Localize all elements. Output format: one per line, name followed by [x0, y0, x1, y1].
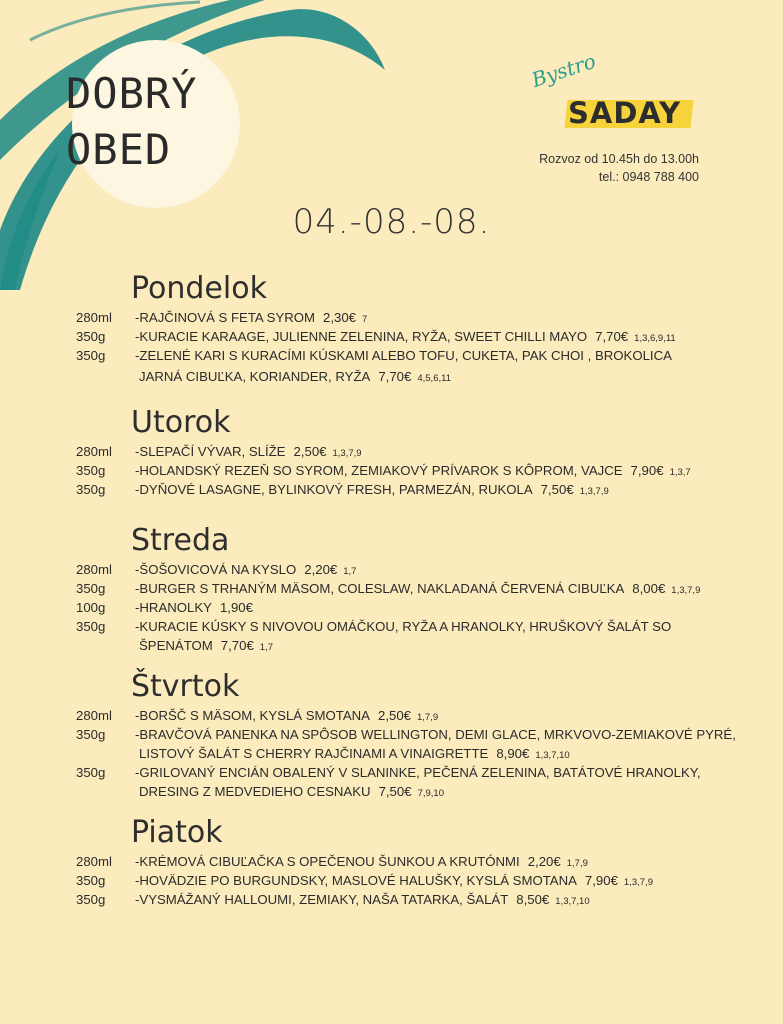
item-price: 7,50€: [378, 784, 412, 799]
item-text: -ŠOŠOVICOVÁ NA KYSLO: [135, 562, 297, 577]
day-name: Piatok: [131, 815, 223, 850]
item-amount: 350g: [76, 727, 106, 742]
item-text: -HOVÄDZIE PO BURGUNDSKY, MASLOVÉ HALUŠKY, KYSLÁ SMOTANA: [135, 873, 577, 888]
item-allergens: 4,5,6,11: [417, 373, 451, 384]
item-allergens: 1,3,7,9: [579, 486, 609, 497]
item-amount: 100g: [76, 600, 106, 615]
item-amount: 350g: [76, 619, 106, 634]
item-amount: 350g: [76, 482, 106, 497]
item-text: -HOLANDSKÝ REZEŇ SO SYROM, ZEMIAKOVÝ PRÍVAROK S KÔPROM, VAJCE: [135, 463, 623, 478]
phone-number: tel.: 0948 788 400: [598, 170, 699, 184]
title-line-1: DOBRÝ: [66, 69, 198, 118]
item-amount: 280ml: [76, 562, 112, 577]
item-allergens: 1,3,7,9: [332, 448, 362, 459]
item-text: -SLEPAČÍ VÝVAR, SLÍŽE: [135, 444, 286, 459]
item-allergens: 1,3,6,9,11: [634, 333, 676, 344]
logo-wordmark: SADAY: [568, 96, 682, 130]
day-name: Pondelok: [131, 271, 267, 306]
item-amount: 350g: [76, 329, 106, 344]
item-price: 7,90€: [630, 463, 664, 478]
day-name: Utorok: [131, 405, 231, 440]
item-amount: 350g: [76, 581, 106, 596]
item-price: 2,30€: [323, 310, 357, 325]
day-name: Streda: [131, 523, 230, 558]
item-amount: 350g: [76, 873, 106, 888]
page-title: [66, 66, 197, 178]
item-price: 8,00€: [632, 581, 666, 596]
item-text: -KURACIE KÚSKY S NIVOVOU OMÁČKOU, RYŽA A HRANOLKY, HRUŠKOVÝ ŠALÁT SO: [135, 619, 672, 634]
item-text: -RAJČINOVÁ S FETA SYROM: [135, 310, 316, 325]
bystro-saday-logo: [528, 48, 708, 138]
item-amount: 280ml: [76, 444, 112, 459]
item-allergens: 7: [362, 314, 368, 325]
item-amount: 350g: [76, 463, 106, 478]
item-price: 7,70€: [595, 329, 629, 344]
item-allergens: 1,7,9: [566, 858, 588, 869]
item-text: -BURGER S TRHANÝM MÄSOM, COLESLAW, NAKLADANÁ ČERVENÁ CIBUĽKA: [135, 581, 625, 596]
item-amount: 350g: [76, 765, 106, 780]
item-text: -ZELENÉ KARI S KURACÍMI KÚSKAMI ALEBO TOFU, CUKETA, PAK CHOI , BROKOLICA: [135, 348, 672, 363]
menu-date: 04.-08.-08.: [292, 202, 491, 242]
item-text: -KURACIE KARAAGE, JULIENNE ZELENINA, RYŽA, SWEET CHILLI MAYO: [135, 329, 588, 344]
item-price: 2,20€: [527, 854, 561, 869]
item-allergens: 1,3,7,9: [671, 585, 701, 596]
item-amount: 280ml: [76, 854, 112, 869]
item-allergens: 1,3,7,9: [623, 877, 653, 888]
item-text: -BRAVČOVÁ PANENKA NA SPÔSOB WELLINGTON, DEMI GLACE, MRKVOVO-ZEMIAKOVÉ PYRÉ,: [135, 727, 736, 742]
item-allergens: 1,7: [343, 566, 357, 577]
item-text: -BORŠČ S MÄSOM, KYSLÁ SMOTANA: [135, 708, 370, 723]
item-text: -DYŇOVÉ LASAGNE, BYLINKOVÝ FRESH, PARMEZÁN, RUKOLA: [135, 482, 533, 497]
item-text-continued: ŠPENÁTOM: [139, 638, 213, 653]
logo-script-text: Bystro: [528, 48, 599, 92]
item-allergens: 1,3,7: [669, 467, 691, 478]
item-text: -KRÉMOVÁ CIBUĽAČKA S OPEČENOU ŠUNKOU A KRUTÓNMI: [135, 854, 520, 869]
contact-info: [539, 150, 699, 186]
title-line-2: OBED: [66, 125, 172, 174]
item-allergens: 1,7: [259, 642, 274, 653]
item-price: 2,20€: [304, 562, 338, 577]
item-amount: 280ml: [76, 708, 112, 723]
item-price: 7,70€: [220, 638, 254, 653]
item-text-continued: JARNÁ CIBUĽKA, KORIANDER, RYŽA: [139, 369, 371, 384]
item-text-continued: LISTOVÝ ŠALÁT S CHERRY RAJČINAMI A VINAIGRETTE: [139, 746, 489, 761]
delivery-hours: Rozvoz od 10.45h do 13.00h: [539, 152, 699, 166]
item-allergens: 7,9,10: [417, 788, 444, 799]
item-price: 8,50€: [516, 892, 550, 907]
item-price: 7,50€: [540, 482, 574, 497]
day-name: Štvrtok: [131, 669, 240, 704]
item-price: 7,90€: [584, 873, 618, 888]
item-text: -GRILOVANÝ ENCIÁN OBALENÝ V SLANINKE, PEČENÁ ZELENINA, BATÁTOVÉ HRANOLKY,: [135, 765, 701, 780]
item-allergens: 1,7,9: [417, 712, 439, 723]
item-amount: 350g: [76, 892, 106, 907]
item-text: -VYSMÁŽANÝ HALLOUMI, ZEMIAKY, NAŠA TATARKA, ŠALÁT: [135, 892, 509, 907]
item-amount: 350g: [76, 348, 106, 363]
item-price: 2,50€: [293, 444, 327, 459]
item-price: 8,90€: [496, 746, 530, 761]
item-price: 1,90€: [219, 600, 253, 615]
item-allergens: 1,3,7,10: [535, 750, 570, 761]
item-price: 7,70€: [378, 369, 412, 384]
item-amount: 280ml: [76, 310, 112, 325]
item-price: 2,50€: [377, 708, 411, 723]
item-text-continued: DRESING Z MEDVEDIEHO CESNAKU: [139, 784, 371, 799]
item-allergens: 1,3,7,10: [555, 896, 590, 907]
item-text: -HRANOLKY: [135, 600, 212, 615]
